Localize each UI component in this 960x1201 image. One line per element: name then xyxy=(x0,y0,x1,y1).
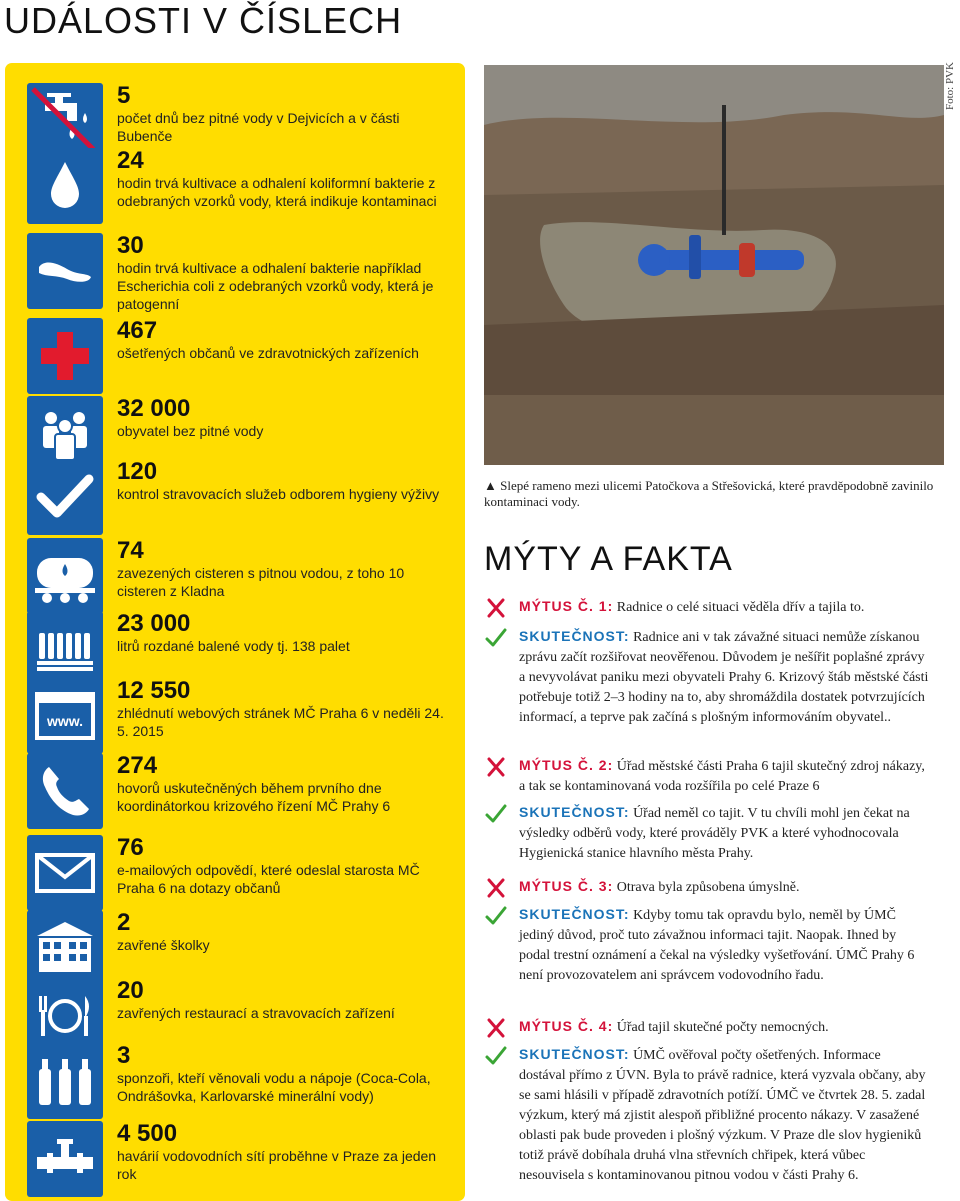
page-title: UDÁLOSTI V ČÍSLECH xyxy=(4,0,403,41)
stat-text: sponzoři, kteří věnovali vodu a nápoje (Coca-Cola, Ondrášovka, Karlovarské minerální vody) xyxy=(117,1070,431,1104)
stat-text: zavezených cisteren s pitnou vodou, z toho 10 cisteren z Kladna xyxy=(117,565,405,599)
stat-number: 23 000 xyxy=(117,610,191,637)
www-label: www. xyxy=(46,713,84,729)
stats-panel xyxy=(5,63,465,1201)
check-icon xyxy=(484,802,508,826)
stat-number: 32 000 xyxy=(117,395,191,422)
cross-icon xyxy=(484,755,508,779)
stat-text: havárií vodovodních sítí proběhne v Praze za jeden rok xyxy=(117,1148,437,1182)
stat-text: zavřených restaurací a stravovacích zařízení xyxy=(117,1005,395,1021)
stat-text: ošetřených občanů ve zdravotnických zařízeních xyxy=(117,345,419,361)
fact-text: Úřad neměl co tajit. V tu chvíli mohl jen čekat na výsledky odběrů vody, které prováděly PVK a které vyhodnocovala Hygienická stanice hlavního města Prahy. xyxy=(519,806,910,861)
phone-icon xyxy=(27,753,103,829)
myth-label: MÝTUS Č. 2: xyxy=(519,757,614,773)
stat-number: 24 xyxy=(117,147,144,174)
check-icon xyxy=(484,1044,508,1068)
stat-number: 12 550 xyxy=(117,677,191,704)
fact-label: SKUTEČNOST: xyxy=(519,628,630,644)
stat-text: hodin trvá kultivace a odhalení koliformní bakterie z odebraných vzorků vody, která indikuje kontaminaci xyxy=(117,175,437,209)
cross-icon xyxy=(484,876,508,900)
water-tank-truck-icon xyxy=(27,538,103,614)
myth-text: Otrava byla způsobena úmyslně. xyxy=(616,880,800,895)
myth-text: Úřad tajil skutečné počty nemocných. xyxy=(616,1020,829,1035)
bottles-icon xyxy=(27,1043,103,1119)
fact-label: SKUTEČNOST: xyxy=(519,804,630,820)
web-browser-icon xyxy=(27,678,103,754)
myth-text: Radnice o celé situaci věděla dřív a tajila to. xyxy=(616,600,865,615)
pipe-icon xyxy=(27,1121,103,1197)
stat-number: 4 500 xyxy=(117,1120,178,1147)
bacteria-icon xyxy=(27,233,103,309)
fact-text: ÚMČ ověřoval počty ošetřených. Informace dostával přímo z ÚVN. Byla to právě radnice, která vyzvala občany, aby se sami hlásili v případě zdravotních potíží. ÚMČ ve čtvrtek 28. 5. zadal výzkum, který má zjistit alespoň přibližné procento nákazy. V zasažené oblasti pak bude proveden i plošný výzkum. V Praze dle slov hygieniků totiž právě dobíhala druhá vlna střevních chřipek, která vůbec nesouvisela s kontaminovanou pitnou vodou v části Prahy 6. xyxy=(519,1048,926,1183)
stat-text: hodin trvá kultivace a odhalení bakterie například Escherichia coli z odebraných vzorků vody, která je patogenní xyxy=(117,260,434,312)
stat-text: počet dnů bez pitné vody v Dejvicích a v části Bubenče xyxy=(117,110,400,144)
stat-text: kontrol stravovacích služeb odborem hygieny výživy xyxy=(117,486,440,502)
stat-number: 120 xyxy=(117,458,158,485)
check-icon xyxy=(484,626,508,650)
fact-text: Kdyby tomu tak opravdu bylo, neměl by ÚMČ jediný důvod, proč tuto závažnou informaci tajit. Naopak. Ihned by podal trestní oznámení a čekal na výsledky vyšetřování. ÚMČ Prahy 6 není provozovatelem ani správcem vodovodního řadu. xyxy=(519,908,915,983)
stat-number: 5 xyxy=(117,82,131,109)
stat-number: 76 xyxy=(117,834,144,861)
stat-text: litrů rozdané balené vody tj. 138 palet xyxy=(117,638,350,654)
stat-number: 467 xyxy=(117,317,158,344)
fact-text: Radnice ani v tak závažné situaci nemůže získanou zprávu začít rozšiřovat neověřenou. Důvodem je nešířit poplašné zprávy a nevyvolávat paniku mezi obyvateli Prahy 6. Krizový štáb městské části potřebuje totiž 2–3 hodiny na to, aby shromáždila dostatek potvrzujících informací, a teprve pak začíná s plošným informováním obyvatel.. xyxy=(519,630,929,725)
stat-number: 2 xyxy=(117,909,131,936)
excavation-photo xyxy=(484,65,944,465)
stat-text: zavřené školky xyxy=(117,937,210,953)
bottles-pallet-icon xyxy=(27,611,103,687)
stat-text: zhlédnutí webových stránek MČ Praha 6 v neděli 24. 5. 2015 xyxy=(117,705,444,739)
myth-text: Úřad městské části Praha 6 tajil skutečný zdroj nákazy, a tak se kontaminovaná voda rozšířila po celé Praze 6 xyxy=(519,759,925,794)
photo-caption: ▲ Slepé rameno mezi ulicemi Patočkova a Střešovická, které pravděpodobně zavinilo kontaminaci vody. xyxy=(484,478,934,509)
stat-text: e-mailových odpovědí, které odeslal starosta MČ Praha 6 na dotazy občanů xyxy=(117,862,420,896)
fact-label: SKUTEČNOST: xyxy=(519,906,630,922)
red-cross-icon xyxy=(27,318,103,394)
stat-number: 30 xyxy=(117,232,144,259)
school-building-icon xyxy=(27,910,103,986)
stat-number: 74 xyxy=(117,537,144,564)
stat-number: 20 xyxy=(117,977,144,1004)
stat-number: 3 xyxy=(117,1042,131,1069)
myth-label: MÝTUS Č. 4: xyxy=(519,1018,614,1034)
myth-label: MÝTUS Č. 1: xyxy=(519,598,614,614)
water-drop-icon xyxy=(27,148,103,224)
stat-text: hovorů uskutečněných během prvního dne koordinátorkou krizového řízení MČ Prahy 6 xyxy=(117,780,391,814)
photo-credit: Foto: PVK xyxy=(944,62,956,110)
myth-label: MÝTUS Č. 3: xyxy=(519,878,614,894)
stat-number: 274 xyxy=(117,752,158,779)
checkmark-icon xyxy=(27,459,103,535)
fact-label: SKUTEČNOST: xyxy=(519,1046,630,1062)
cross-icon xyxy=(484,1016,508,1040)
envelope-icon xyxy=(27,835,103,911)
stat-text: obyvatel bez pitné vody xyxy=(117,423,264,439)
myths-facts-title: MÝTY A FAKTA xyxy=(484,540,733,578)
cross-icon xyxy=(484,596,508,620)
check-icon xyxy=(484,904,508,928)
